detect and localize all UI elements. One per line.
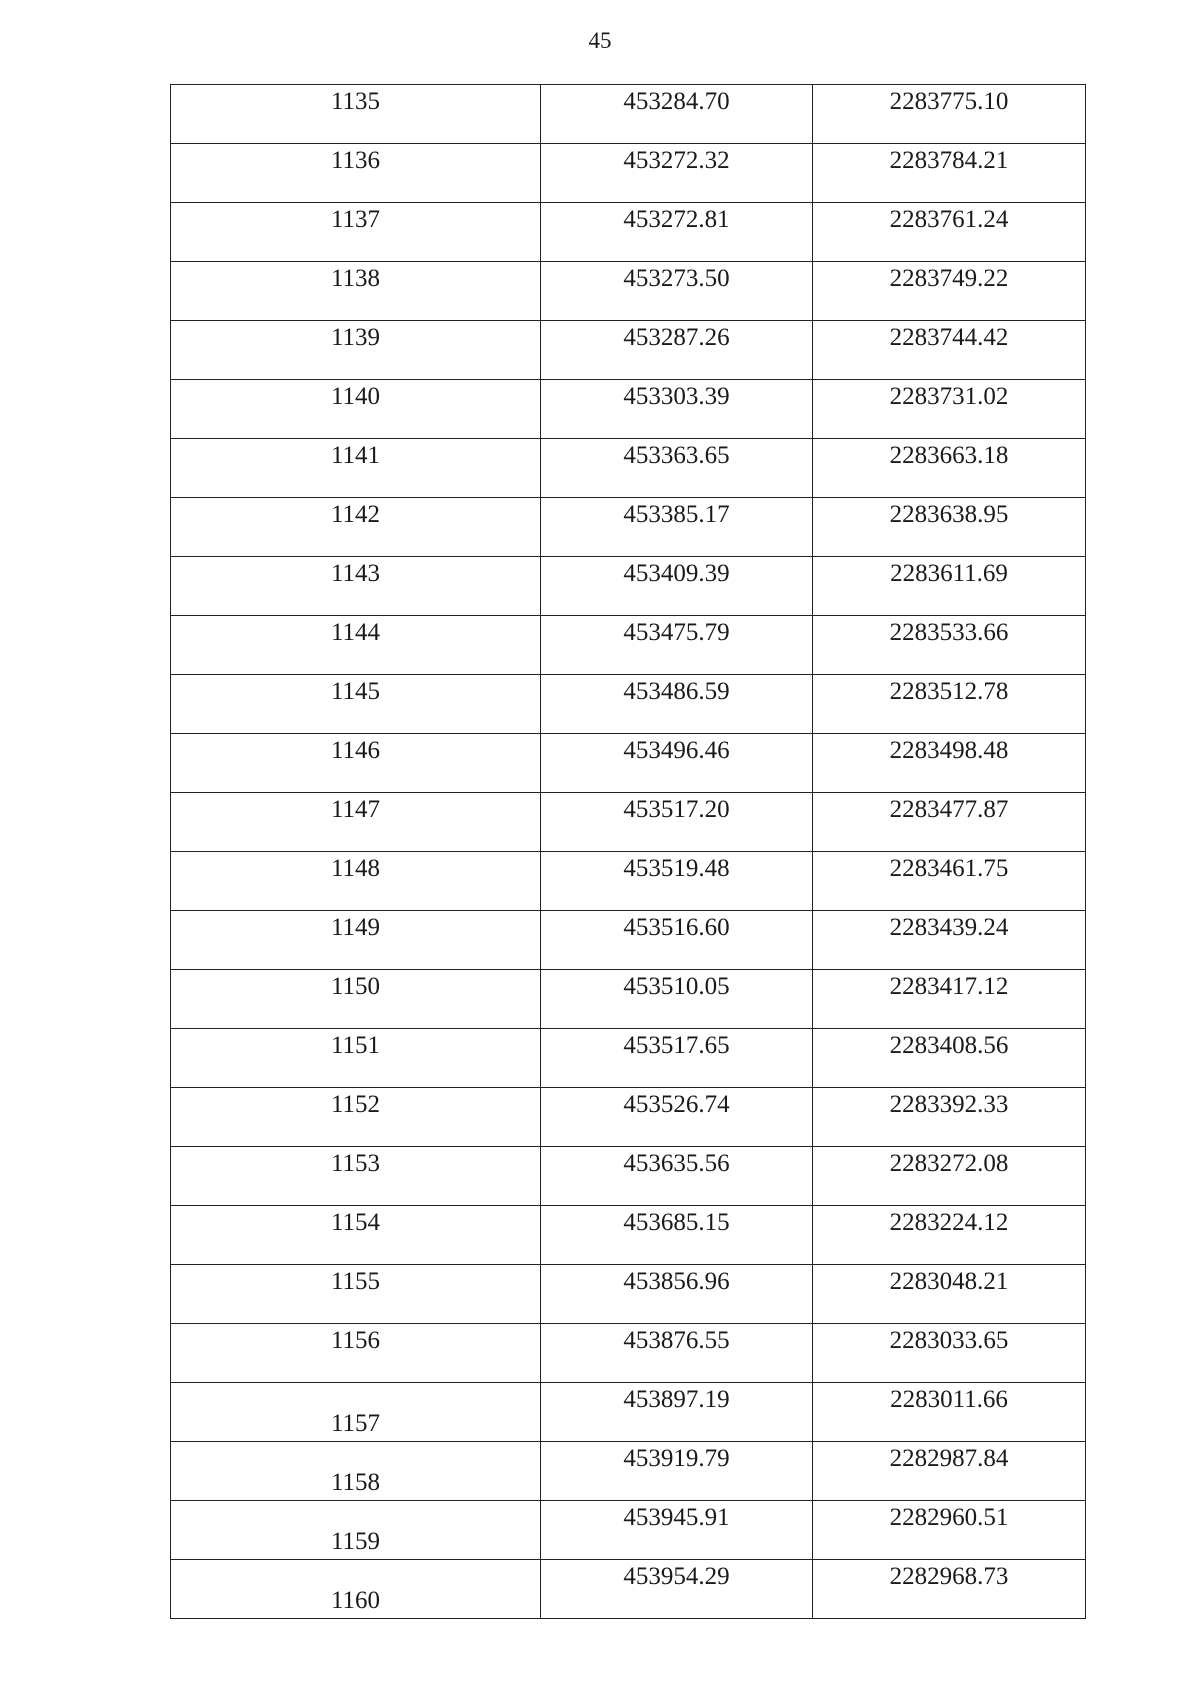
y-coordinate-cell: 2283392.33 <box>813 1088 1086 1147</box>
x-coordinate-cell: 453510.05 <box>541 970 813 1029</box>
x-coordinate-cell: 453519.48 <box>541 852 813 911</box>
y-coordinate-cell: 2283611.69 <box>813 557 1086 616</box>
table-row <box>171 144 1086 203</box>
point-number-cell: 1144 <box>171 616 541 675</box>
y-coordinate-cell: 2282968.73 <box>813 1560 1086 1619</box>
y-coordinate-cell: 2283663.18 <box>813 439 1086 498</box>
table-row <box>171 557 1086 616</box>
x-coordinate-cell: 453517.65 <box>541 1029 813 1088</box>
point-number-cell: 1159 <box>171 1501 541 1560</box>
table-row <box>171 1442 1086 1501</box>
point-number-cell: 1149 <box>171 911 541 970</box>
x-coordinate-cell: 453363.65 <box>541 439 813 498</box>
y-coordinate-cell: 2283408.56 <box>813 1029 1086 1088</box>
table-row <box>171 1265 1086 1324</box>
point-number-cell: 1154 <box>171 1206 541 1265</box>
point-number-cell: 1160 <box>171 1560 541 1619</box>
point-number-cell: 1153 <box>171 1147 541 1206</box>
x-coordinate-cell: 453685.15 <box>541 1206 813 1265</box>
table-row <box>171 262 1086 321</box>
point-number-cell: 1135 <box>171 85 541 144</box>
y-coordinate-cell: 2283731.02 <box>813 380 1086 439</box>
table-row <box>171 1501 1086 1560</box>
table-row <box>171 1088 1086 1147</box>
x-coordinate-cell: 453287.26 <box>541 321 813 380</box>
table-row <box>171 734 1086 793</box>
table-row <box>171 1383 1086 1442</box>
x-coordinate-cell: 453409.39 <box>541 557 813 616</box>
y-coordinate-cell: 2283761.24 <box>813 203 1086 262</box>
y-coordinate-cell: 2283048.21 <box>813 1265 1086 1324</box>
coordinates-table-body <box>171 85 1086 1619</box>
y-coordinate-cell: 2283749.22 <box>813 262 1086 321</box>
table-row <box>171 1324 1086 1383</box>
x-coordinate-cell: 453272.32 <box>541 144 813 203</box>
page-number: 45 <box>588 28 612 53</box>
point-number-cell: 1155 <box>171 1265 541 1324</box>
point-number-cell: 1150 <box>171 970 541 1029</box>
x-coordinate-cell: 453954.29 <box>541 1560 813 1619</box>
point-number-cell: 1152 <box>171 1088 541 1147</box>
table-row <box>171 1206 1086 1265</box>
table-row <box>171 911 1086 970</box>
x-coordinate-cell: 453516.60 <box>541 911 813 970</box>
x-coordinate-cell: 453284.70 <box>541 85 813 144</box>
y-coordinate-cell: 2283477.87 <box>813 793 1086 852</box>
y-coordinate-cell: 2283439.24 <box>813 911 1086 970</box>
y-coordinate-cell: 2283512.78 <box>813 675 1086 734</box>
point-number-cell: 1136 <box>171 144 541 203</box>
point-number-cell: 1139 <box>171 321 541 380</box>
point-number-cell: 1158 <box>171 1442 541 1501</box>
y-coordinate-cell: 2283638.95 <box>813 498 1086 557</box>
x-coordinate-cell: 453919.79 <box>541 1442 813 1501</box>
point-number-cell: 1141 <box>171 439 541 498</box>
table-row <box>171 1560 1086 1619</box>
table-row <box>171 203 1086 262</box>
point-number-cell: 1148 <box>171 852 541 911</box>
y-coordinate-cell: 2283533.66 <box>813 616 1086 675</box>
x-coordinate-cell: 453526.74 <box>541 1088 813 1147</box>
x-coordinate-cell: 453876.55 <box>541 1324 813 1383</box>
point-number-cell: 1151 <box>171 1029 541 1088</box>
table-row <box>171 675 1086 734</box>
x-coordinate-cell: 453897.19 <box>541 1383 813 1442</box>
x-coordinate-cell: 453945.91 <box>541 1501 813 1560</box>
table-row <box>171 970 1086 1029</box>
x-coordinate-cell: 453517.20 <box>541 793 813 852</box>
x-coordinate-cell: 453486.59 <box>541 675 813 734</box>
table-row <box>171 380 1086 439</box>
y-coordinate-cell: 2283011.66 <box>813 1383 1086 1442</box>
x-coordinate-cell: 453475.79 <box>541 616 813 675</box>
table-row <box>171 793 1086 852</box>
coordinates-table <box>170 84 1086 1619</box>
table-row <box>171 321 1086 380</box>
table-row <box>171 439 1086 498</box>
x-coordinate-cell: 453635.56 <box>541 1147 813 1206</box>
x-coordinate-cell: 453303.39 <box>541 380 813 439</box>
x-coordinate-cell: 453273.50 <box>541 262 813 321</box>
x-coordinate-cell: 453496.46 <box>541 734 813 793</box>
point-number-cell: 1137 <box>171 203 541 262</box>
table-row <box>171 616 1086 675</box>
point-number-cell: 1138 <box>171 262 541 321</box>
y-coordinate-cell: 2283033.65 <box>813 1324 1086 1383</box>
table-row <box>171 1029 1086 1088</box>
point-number-cell: 1140 <box>171 380 541 439</box>
point-number-cell: 1156 <box>171 1324 541 1383</box>
x-coordinate-cell: 453385.17 <box>541 498 813 557</box>
point-number-cell: 1146 <box>171 734 541 793</box>
table-row <box>171 498 1086 557</box>
table-row <box>171 85 1086 144</box>
point-number-cell: 1142 <box>171 498 541 557</box>
x-coordinate-cell: 453272.81 <box>541 203 813 262</box>
y-coordinate-cell: 2283784.21 <box>813 144 1086 203</box>
y-coordinate-cell: 2283417.12 <box>813 970 1086 1029</box>
x-coordinate-cell: 453856.96 <box>541 1265 813 1324</box>
y-coordinate-cell: 2283461.75 <box>813 852 1086 911</box>
y-coordinate-cell: 2283744.42 <box>813 321 1086 380</box>
table-row <box>171 1147 1086 1206</box>
y-coordinate-cell: 2283775.10 <box>813 85 1086 144</box>
point-number-cell: 1157 <box>171 1383 541 1442</box>
point-number-cell: 1147 <box>171 793 541 852</box>
y-coordinate-cell: 2282987.84 <box>813 1442 1086 1501</box>
y-coordinate-cell: 2283224.12 <box>813 1206 1086 1265</box>
y-coordinate-cell: 2282960.51 <box>813 1501 1086 1560</box>
point-number-cell: 1143 <box>171 557 541 616</box>
y-coordinate-cell: 2283272.08 <box>813 1147 1086 1206</box>
y-coordinate-cell: 2283498.48 <box>813 734 1086 793</box>
table-row <box>171 852 1086 911</box>
point-number-cell: 1145 <box>171 675 541 734</box>
